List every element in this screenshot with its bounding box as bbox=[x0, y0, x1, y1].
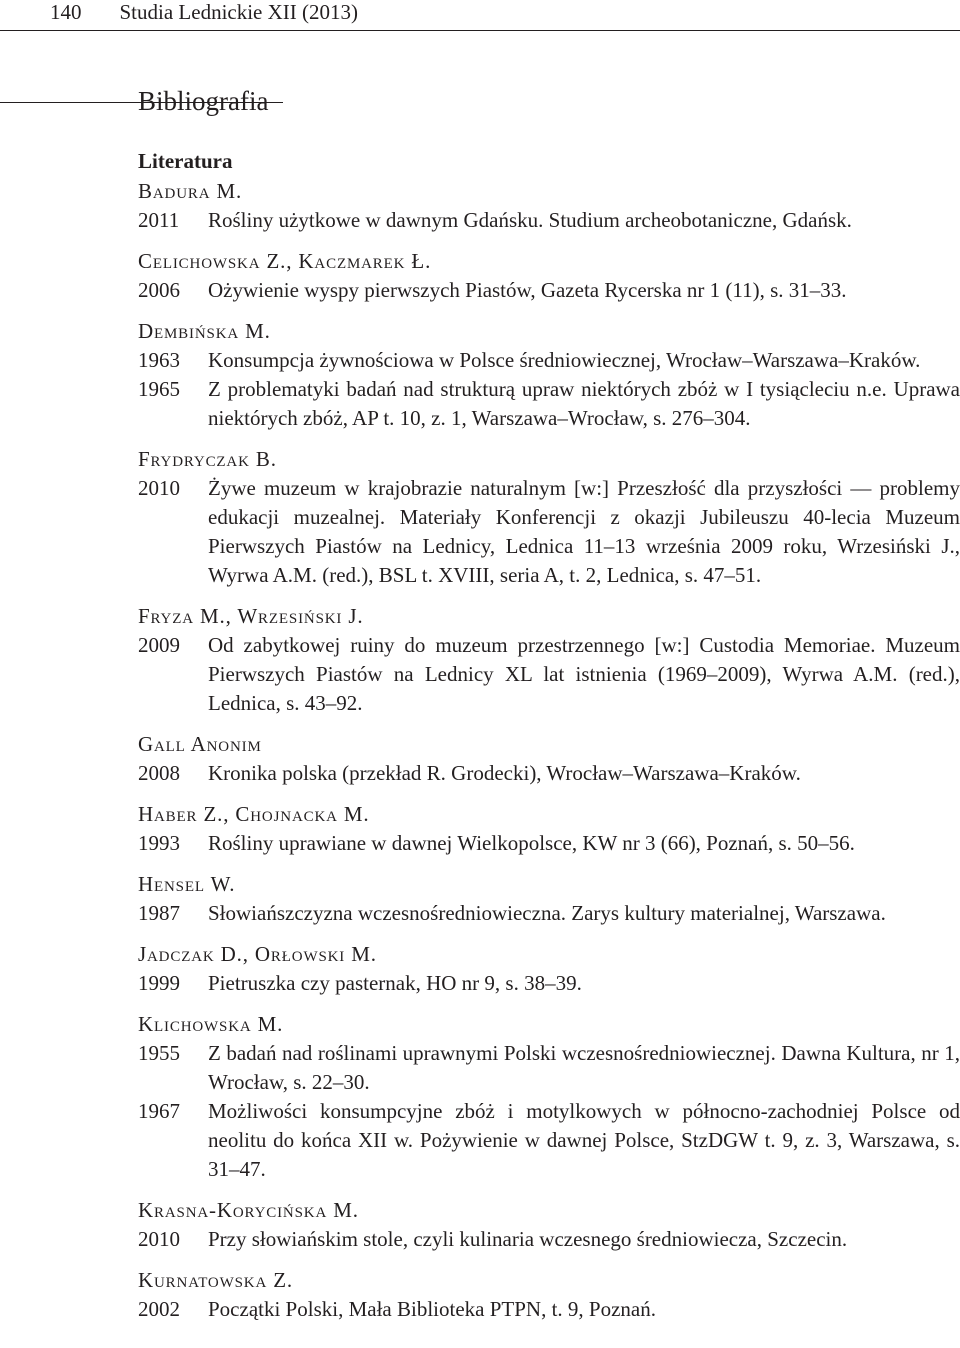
entry-work bbox=[138, 346, 960, 375]
entry-work bbox=[138, 759, 960, 788]
entry-work bbox=[138, 969, 960, 998]
page-number: 140 bbox=[50, 0, 82, 24]
work-title: Od zabytkowej ruiny do muzeum przestrzennego [w:] Custodia Memoriae. Muzeum Pierwszych Piastów na Lednicy XL lat istnienia (1969–2009), Wyrwa A.M. (red.), Lednica, s. 43–92. bbox=[208, 633, 960, 715]
entry-author: Kurnatowska Z. bbox=[138, 1268, 293, 1292]
entry-work bbox=[138, 206, 960, 235]
entry-author: Badura M. bbox=[138, 179, 243, 203]
work-title: Możliwości konsumpcyjne zbóż i motylkowych w północno-zachodniej Polsce od neolitu do końca XII w. Pożywienie w dawnej Polsce, StzDGW t. 9, z. 3, Warszawa, s. 31–47. bbox=[208, 1099, 960, 1181]
bibliography-entry bbox=[138, 445, 960, 590]
bibliography-entry bbox=[138, 800, 960, 858]
work-title: Początki Polski, Mała Biblioteka PTPN, t. 9, Poznań. bbox=[208, 1297, 656, 1321]
header-rule bbox=[0, 30, 960, 31]
work-year: 1987 bbox=[138, 901, 180, 925]
work-title: Kronika polska (przekład R. Grodecki), Wrocław–Warszawa–Kraków. bbox=[208, 761, 801, 785]
work-title: Żywe muzeum w krajobrazie naturalnym [w:] Przeszłość dla przyszłości — problemy edukacji muzealnej. Materiały Konferencji z okazji Jubileuszu 40-lecia Muzeum Pierwszych Piastów na Lednicy, Lednica 11–13 września 2009 roku, Wrzesiński J., Wyrwa A.M. (red.), BSL t. XVIII, seria A, t. 2, Lednica, s. 47–51. bbox=[208, 476, 960, 587]
bibliography-entry bbox=[138, 177, 960, 235]
entry-work bbox=[138, 1225, 960, 1254]
bibliography-entry bbox=[138, 317, 960, 433]
entry-author: Krasna-Korycińska M. bbox=[138, 1198, 359, 1222]
work-year: 1993 bbox=[138, 831, 180, 855]
work-title: Konsumpcja żywnościowa w Polsce średniowiecznej, Wrocław–Warszawa–Kraków. bbox=[208, 348, 921, 372]
entry-author: Frydryczak B. bbox=[138, 447, 277, 471]
work-title: Przy słowiańskim stole, czyli kulinaria wczesnego średniowiecza, Szczecin. bbox=[208, 1227, 848, 1251]
work-title: Słowiańszczyzna wczesnośredniowieczna. Zarys kultury materialnej, Warszawa. bbox=[208, 901, 886, 925]
section-title-rule bbox=[0, 102, 283, 103]
section-title: Bibliografia bbox=[138, 86, 269, 117]
work-title: Rośliny uprawiane w dawnej Wielkopolsce, KW nr 3 (66), Poznań, s. 50–56. bbox=[208, 831, 855, 855]
work-year: 1965 bbox=[138, 377, 180, 401]
journal-title: Studia Lednickie XII (2013) bbox=[119, 0, 359, 24]
entry-author: Hensel W. bbox=[138, 872, 236, 896]
work-year: 2011 bbox=[138, 208, 180, 232]
work-year: 2009 bbox=[138, 633, 180, 657]
bibliography-entry bbox=[138, 870, 960, 928]
entry-work bbox=[138, 375, 960, 433]
bibliography-entry bbox=[138, 730, 960, 788]
bibliography-entry bbox=[138, 1010, 960, 1184]
entry-author: Klichowska M. bbox=[138, 1012, 284, 1036]
work-year: 2006 bbox=[138, 278, 180, 302]
bibliography-entry bbox=[138, 602, 960, 718]
entry-work bbox=[138, 1039, 960, 1097]
work-title: Z badań nad roślinami uprawnymi Polski wczesnośredniowiecznej. Dawna Kultura, nr 1, Wrocław, s. 22–30. bbox=[208, 1041, 960, 1094]
entry-work bbox=[138, 899, 960, 928]
running-head bbox=[50, 0, 358, 24]
bibliography-entry bbox=[138, 940, 960, 998]
entry-author: Dembińska M. bbox=[138, 319, 271, 343]
entry-work bbox=[138, 474, 960, 590]
entry-author: Fryza M., Wrzesiński J. bbox=[138, 604, 364, 628]
entry-author: Haber Z., Chojnacka M. bbox=[138, 802, 370, 826]
entry-work bbox=[138, 1295, 960, 1324]
work-year: 2002 bbox=[138, 1297, 180, 1321]
entry-author: Gall Anonim bbox=[138, 732, 262, 756]
entry-work bbox=[138, 276, 960, 305]
work-year: 1999 bbox=[138, 971, 180, 995]
bibliography-list bbox=[138, 177, 960, 1324]
subsection-title: Literatura bbox=[138, 149, 233, 174]
work-year: 2008 bbox=[138, 761, 180, 785]
entry-author: Celichowska Z., Kaczmarek Ł. bbox=[138, 249, 432, 273]
work-title: Ożywienie wyspy pierwszych Piastów, Gazeta Rycerska nr 1 (11), s. 31–33. bbox=[208, 278, 847, 302]
work-title: Z problematyki badań nad strukturą upraw niektórych zbóż w I tysiącleciu n.e. Uprawa niektórych zbóż, AP t. 10, z. 1, Warszawa–Wrocław, s. 276–304. bbox=[208, 377, 960, 430]
entry-work bbox=[138, 631, 960, 718]
bibliography-entry bbox=[138, 1266, 960, 1324]
work-year: 1955 bbox=[138, 1041, 180, 1065]
work-year: 1963 bbox=[138, 348, 180, 372]
entry-author: Jadczak D., Orłowski M. bbox=[138, 942, 377, 966]
work-year: 1967 bbox=[138, 1099, 180, 1123]
work-title: Pietruszka czy pasternak, HO nr 9, s. 38–39. bbox=[208, 971, 582, 995]
work-year: 2010 bbox=[138, 1227, 180, 1251]
bibliography-entry bbox=[138, 247, 960, 305]
bibliography-entry bbox=[138, 1196, 960, 1254]
entry-work bbox=[138, 829, 960, 858]
work-title: Rośliny użytkowe w dawnym Gdańsku. Studium archeobotaniczne, Gdańsk. bbox=[208, 208, 852, 232]
work-year: 2010 bbox=[138, 476, 180, 500]
entry-work bbox=[138, 1097, 960, 1184]
